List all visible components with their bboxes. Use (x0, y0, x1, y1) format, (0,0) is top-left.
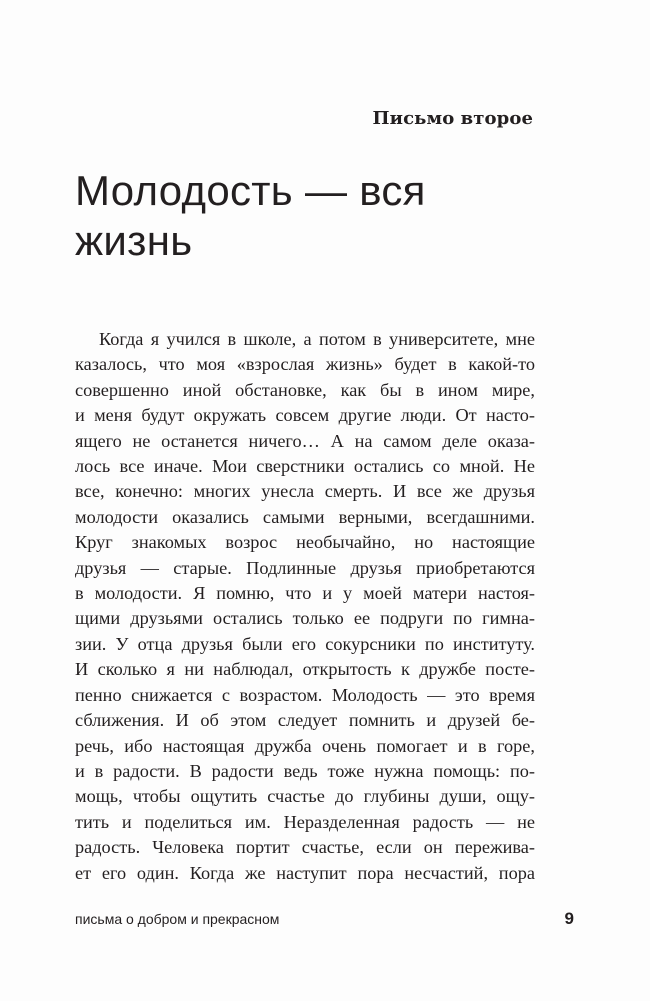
page-title (75, 166, 426, 266)
body-line: и меня будут окружать совсем другие люди. От насто- (75, 405, 535, 426)
body-line: зии. У отца друзья были его сокурсники по институту. (75, 633, 535, 654)
body-line: ет его один. Когда же наступит пора несчастий, пора (75, 862, 535, 883)
body-line: и в радости. В радости ведь тоже нужна помощь: по- (75, 760, 535, 781)
body-line: тить и поделиться им. Неразделенная радость — не (75, 811, 535, 832)
body-line: молодости оказались самыми верными, всегдашними. (75, 506, 535, 527)
body-line: И сколько я ни наблюдал, открытость к дружбе посте- (75, 659, 535, 680)
body-line: казалось, что моя «взрослая жизнь» будет в какой-то (75, 354, 535, 375)
body-line: пенно снижается с возрастом. Молодость — это время (75, 684, 535, 705)
page-number: 9 (564, 909, 574, 928)
body-line: мощь, чтобы ощутить счастье до глубины души, ощу- (75, 786, 535, 807)
body-line: радость. Человека портит счастье, если он пережива- (75, 837, 535, 858)
body-line: речь, ибо настоящая дружба очень помогает и в горе, (75, 735, 535, 756)
body-line: Круг знакомых возрос необычайно, но настоящие (75, 532, 535, 553)
title-line: Молодость — вся (75, 167, 426, 214)
body-line: друзья — старые. Подлинные друзья приобретаются (75, 557, 535, 578)
body-line: совершенно иной обстановке, как бы в ином мире, (75, 379, 535, 400)
title-line: жизнь (75, 217, 193, 264)
body-line: все, конечно: многих унесла смерть. И все же друзья (75, 481, 535, 502)
running-footer-title: письма о добром и прекрасном (75, 911, 280, 927)
body-line: в молодости. Я помню, что и у моей матери настоя- (75, 583, 535, 604)
body-line: Когда я учился в школе, а потом в университете, мне (99, 329, 535, 349)
body-line: лось все иначе. Мои сверстники остались со мной. Не (75, 456, 535, 477)
body-line: сближения. И об этом следует помнить и друзей бе- (75, 710, 535, 731)
body-text (75, 327, 535, 886)
body-line: щими друзьями остались только ее подруги по гимна- (75, 608, 535, 629)
body-line: ящего не останется ничего… А на самом деле оказа- (75, 430, 535, 451)
chapter-label: Письмо второе (372, 108, 533, 129)
